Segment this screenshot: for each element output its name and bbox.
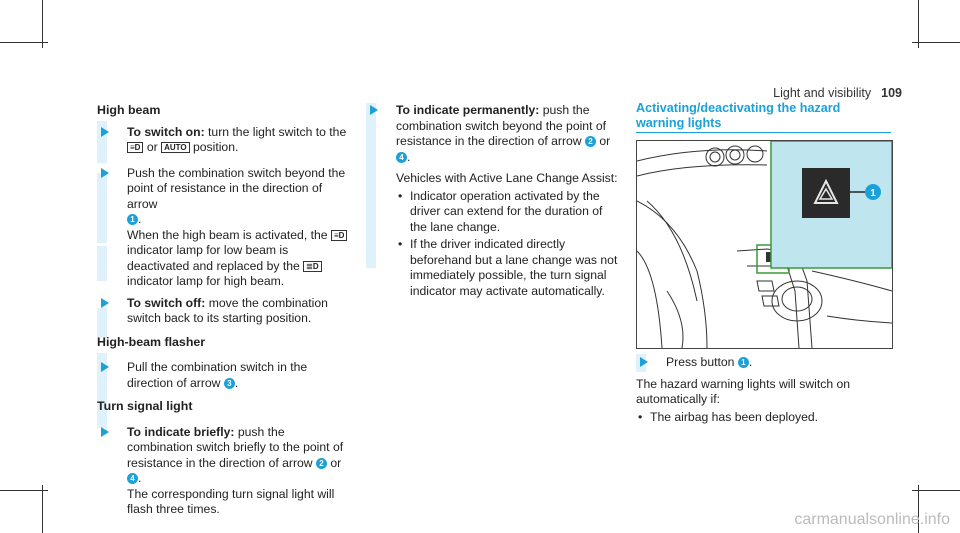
low-beam-icon: ≡D — [127, 142, 143, 153]
label-switch-off: To switch off: — [127, 295, 206, 310]
header-title: Light and visibility — [773, 86, 872, 100]
column-left — [97, 103, 352, 524]
number-badge: 3 — [224, 378, 235, 389]
heading-high-beam: High beam — [97, 103, 161, 117]
page-number: 109 — [881, 86, 902, 100]
crop-mark — [918, 0, 919, 48]
step-switch-off — [97, 296, 352, 327]
crop-mark — [42, 485, 43, 533]
step-press-button: Press button 1 . — [636, 355, 891, 371]
number-badge: 4 — [127, 473, 138, 484]
number-badge: 1 — [127, 214, 138, 225]
text: Pull the combination switch in the direction of arrow — [127, 360, 308, 390]
section-title: Activating/deactivating the hazard warning lights — [636, 101, 841, 130]
text: When the high beam is activated, the — [127, 227, 328, 242]
watermark: carmanualsonline.info — [794, 511, 950, 528]
step-push: Push the combination switch beyond the point of resistance in the direction of arrow 1 . When the high beam is activated, the ≡D indicator lamp for low beam is deactivated and replaced by the ≣D indicator lamp for high beam. — [97, 166, 352, 290]
text: push the combination switch briefly to the point of resistance in the direction of arrow — [127, 424, 344, 470]
step-arrow-icon — [101, 127, 109, 137]
bullet-item: • Indicator operation activated by the driver can extend for the duration of the lane change. — [396, 189, 621, 236]
text: The corresponding turn signal light will flash three times. — [127, 486, 335, 516]
step-arrow-icon — [101, 168, 109, 178]
low-beam-icon: ≡D — [331, 230, 347, 241]
column-right-text — [636, 355, 891, 425]
text: Push the combination switch beyond the point of resistance in the direction of arrow — [127, 165, 346, 211]
text: or — [599, 134, 611, 148]
label-permanently: To indicate permanently: — [396, 103, 540, 117]
column-right — [636, 101, 891, 131]
section-rule — [636, 132, 891, 133]
step-flasher: Pull the combination switch in the direction of arrow 3 . — [97, 360, 352, 391]
crop-mark — [0, 42, 48, 43]
figure-callout-number: 1 — [870, 188, 876, 199]
step-switch-on — [97, 125, 352, 156]
crop-mark — [912, 42, 960, 43]
label-briefly: To indicate briefly: — [127, 424, 235, 439]
number-badge: 2 — [316, 458, 327, 469]
column-middle — [366, 103, 621, 305]
text: indicator lamp for high beam. — [127, 274, 285, 288]
text: Press button — [666, 355, 735, 369]
text: or — [330, 455, 342, 470]
heading-flasher: High-beam flasher — [97, 334, 206, 349]
crop-mark — [42, 0, 43, 48]
bullet-item: • The airbag has been deployed. — [636, 410, 891, 426]
step-arrow-icon — [640, 357, 648, 367]
crop-mark — [0, 490, 48, 491]
number-badge: 1 — [738, 357, 749, 368]
text: or — [143, 140, 162, 154]
number-badge: 2 — [585, 136, 596, 147]
label-switch-on: To switch on: — [127, 124, 205, 139]
car-interior-illustration — [637, 141, 892, 348]
page-header — [773, 86, 902, 100]
bullet-item: • If the driver indicated directly beforehand but a lane change was not immediately possible, the turn signal indicator may activate automatically. — [396, 237, 621, 299]
step-arrow-icon — [101, 427, 109, 437]
text: move the combination switch back to its starting position. — [127, 295, 328, 325]
number-badge: 4 — [396, 152, 407, 163]
text: push the combination switch beyond the point of resistance in the direction of arrow — [396, 103, 607, 148]
crop-mark — [912, 490, 960, 491]
high-beam-icon: ≣D — [303, 261, 321, 272]
text: turn the light switch to the — [204, 124, 347, 139]
text: The hazard warning lights will switch on automatically if: — [636, 376, 851, 406]
step-arrow-icon — [101, 298, 109, 308]
auto-icon: AUTO — [161, 142, 190, 153]
text: position. — [189, 140, 239, 154]
hazard-button-figure — [636, 140, 893, 349]
step-permanently: To indicate permanently: push the combination switch beyond the point of resistance in the direction of arrow 2 or 4 . Vehicles with Active Lane Change Assist: • Indicator operation activated by the driver can extend for the duration of the lane change. • If the driver indicated directly beforehand but a lane change was not immediately possible, the turn signal indicator may activate automatically. — [366, 103, 621, 299]
heading-turn-signal: Turn signal light — [97, 399, 193, 413]
step-briefly: To indicate briefly: push the combination switch briefly to the point of resistance in the direction of arrow 2 or 4 . The corresponding turn signal light will flash three times. — [97, 425, 352, 518]
text: Vehicles with Active Lane Change Assist: — [396, 171, 618, 185]
step-arrow-icon — [370, 105, 378, 115]
step-arrow-icon — [101, 362, 109, 372]
text: indicator lamp for low beam is deactivated and replaced by the — [127, 243, 300, 273]
